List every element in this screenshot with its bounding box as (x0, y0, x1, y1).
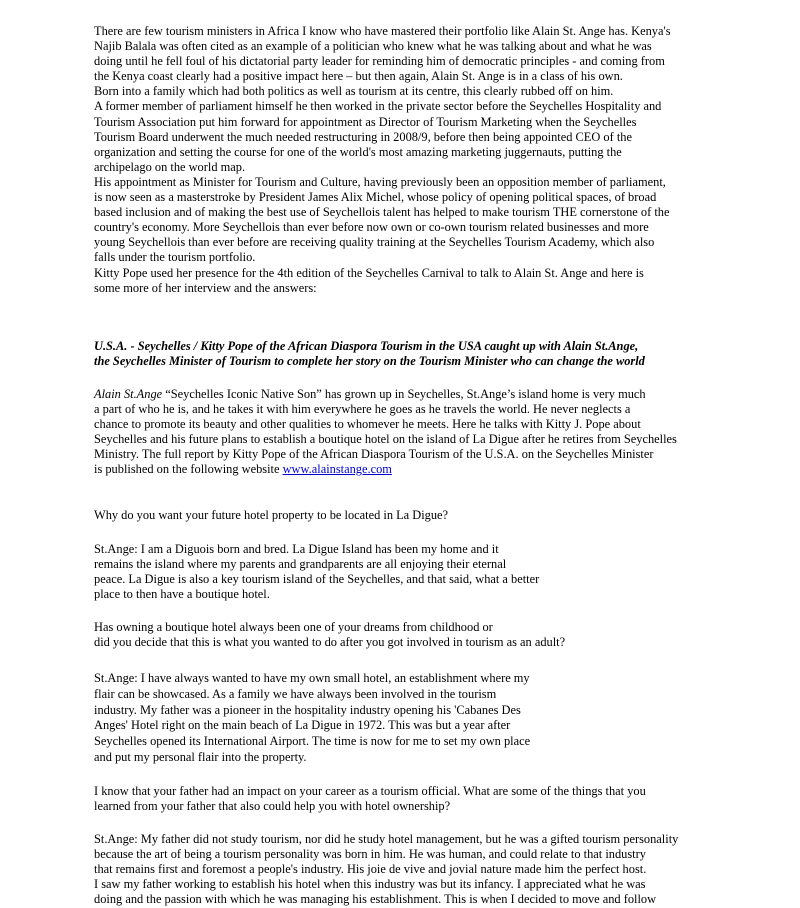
spacer (94, 766, 734, 781)
intro-line: some more of her interview and the answers: (94, 280, 317, 295)
intro-line: Kitty Pope used her presence for the 4th edition of the Seychelles Carnival to talk to Alain St. Ange and here is (94, 265, 644, 280)
bio-line: chance to promote its beauty and other qualities to whomever he meets. Here he talks with Kitty J. Pope about (94, 417, 641, 432)
a3-line: that remains first and foremost a people's industry. His joie de vive and jovial nature made him the perfect host. (94, 862, 647, 877)
q1-line: Why do you want your future hotel property to be located in La Digue? (94, 508, 449, 523)
q3-line: I know that your father had an impact on your career as a tourism official. What are some of the things that you (94, 783, 646, 798)
a1-line: St.Ange: I am a Diguois born and bred. La Digue Island has been my home and it (94, 541, 499, 556)
a3-line: St.Ange: My father did not study tourism, nor did he study hotel management, but he was a gifted tourism personality (94, 832, 679, 847)
intro-line: organization and setting the course for one of the world's most amazing marketing juggernauts, putting the (94, 144, 622, 159)
bio-name: Alain St.Ange (94, 386, 163, 401)
intro-line: young Seychellois than ever before are receiving quality training at the Seychelles Tourism Academy, which also (94, 235, 655, 250)
website-link[interactable]: www.alainstange.com (282, 462, 392, 477)
a2-line: flair can be showcased. As a family we have always been involved in the tourism (94, 686, 497, 701)
bio-line: Seychelles and his future plans to establish a boutique hotel on the island of La Digue after he retires from Seychelles (94, 432, 677, 447)
spacer (94, 524, 734, 539)
bio-last-line: is published on the following website (94, 462, 283, 477)
answer-1 (94, 542, 734, 602)
heading-line: the Seychelles Minister of Tourism to complete her story on the Tourism Minister who can change the world (94, 353, 645, 368)
q2-line: Has owning a boutique hotel always been one of your dreams from childhood or (94, 619, 493, 634)
intro-line: Born into a family which had both politics as well as tourism at its centre, this clearly rubbed off on him. (94, 84, 614, 99)
bio-line: a part of who he is, and he takes it with him everywhere he goes as he travels the world. He never neglects a (94, 401, 631, 416)
intro-line: Najib Balala was often cited as an example of a politician who knew what he was talking about and what he was (94, 39, 652, 54)
intro-line: doing until he fell foul of his dictatorial party leader for reminding him of democratic principles - and coming from (94, 54, 665, 69)
intro-line: There are few tourism ministers in Africa I know who have mastered their portfolio like Alain St. Ange has. Kenya's (94, 24, 671, 38)
intro-line: country's economy. More Seychellois than ever before now own or co-own tourism related businesses and more (94, 220, 649, 235)
bio-line1: “Seychelles Iconic Native Son” has grown up in Seychelles, St.Ange’s island home is very much (162, 386, 646, 401)
a2-line: Anges' Hotel right on the main beach of La Digue in 1972. This was but a year after (94, 718, 511, 733)
heading-line: U.S.A. - Seychelles / Kitty Pope of the African Diaspora Tourism in the USA caught up with Alain St.Ange, (94, 338, 639, 353)
intro-line: falls under the tourism portfolio. (94, 250, 256, 265)
intro-line: Tourism Board underwent the much needed restructuring in 2008/9, before then being appointed CEO of the (94, 129, 632, 144)
a1-line: peace. La Digue is also a key tourism island of the Seychelles, and that said, what a better (94, 571, 540, 586)
spacer (94, 369, 734, 384)
spacer (94, 477, 734, 508)
q2-line: did you decide that this is what you wanted to do after you got involved in tourism as an adult? (94, 635, 566, 649)
document-page (94, 24, 734, 908)
a3-line: doing and the passion with which he was managing his establishment. This is when I decided to move and follow (94, 892, 657, 907)
spacer (94, 650, 734, 668)
intro-paragraph (94, 24, 734, 296)
intro-line: is now seen as a masterstroke by President James Alix Michel, whose policy of opening political spaces, of broad (94, 190, 657, 205)
intro-line: based inclusion and of making the best use of Seychellois talent has helped to make tourism THE cornerstone of the (94, 205, 670, 220)
a2-line: St.Ange: I have always wanted to have my own small hotel, an establishment where my (94, 671, 530, 686)
spacer (94, 814, 734, 829)
a3-line: I saw my father working to establish his hotel when this industry was but its infancy. I appreciated what he was (94, 877, 646, 892)
spacer (94, 296, 734, 326)
a1-line: place to then have a boutique hotel. (94, 586, 270, 601)
a1-line: remains the island where my parents and grandparents are all enjoying their eternal (94, 556, 507, 571)
intro-line: archipelago on the world map. (94, 159, 246, 174)
q3-line: learned from your father that also could help you with hotel ownership? (94, 798, 451, 813)
answer-3 (94, 832, 734, 907)
question-3 (94, 784, 734, 814)
intro-line: the Kenya coast clearly had a positive impact here – but then again, Alain St. Ange is in a class of his own. (94, 69, 623, 84)
a2-line: and put my personal flair into the property. (94, 750, 307, 765)
intro-line: His appointment as Minister for Tourism and Culture, having previously been an opposition member of parliament, (94, 174, 666, 189)
intro-line: A former member of parliament himself he then worked in the private sector before the Seychelles Hospitality and (94, 99, 662, 114)
spacer (94, 602, 734, 617)
answer-2 (94, 671, 734, 766)
bio-paragraph (94, 387, 734, 478)
article-heading (94, 339, 734, 369)
a2-line: Seychelles opened its International Airport. The time is now for me to set my own place (94, 734, 531, 749)
question-2 (94, 620, 734, 650)
question-1 (94, 508, 734, 523)
bio-line: Ministry. The full report by Kitty Pope of the African Diaspora Tourism of the U.S.A. on the Seychelles Minister (94, 447, 654, 462)
a3-line: because the art of being a tourism personality was born in him. He was human, and could relate to that industry (94, 847, 646, 862)
a2-line: industry. My father was a pioneer in the hospitality industry opening his 'Cabanes Des (94, 702, 521, 717)
intro-line: Tourism Association put him forward for appointment as Director of Tourism Marketing when the Seychelles (94, 114, 637, 129)
